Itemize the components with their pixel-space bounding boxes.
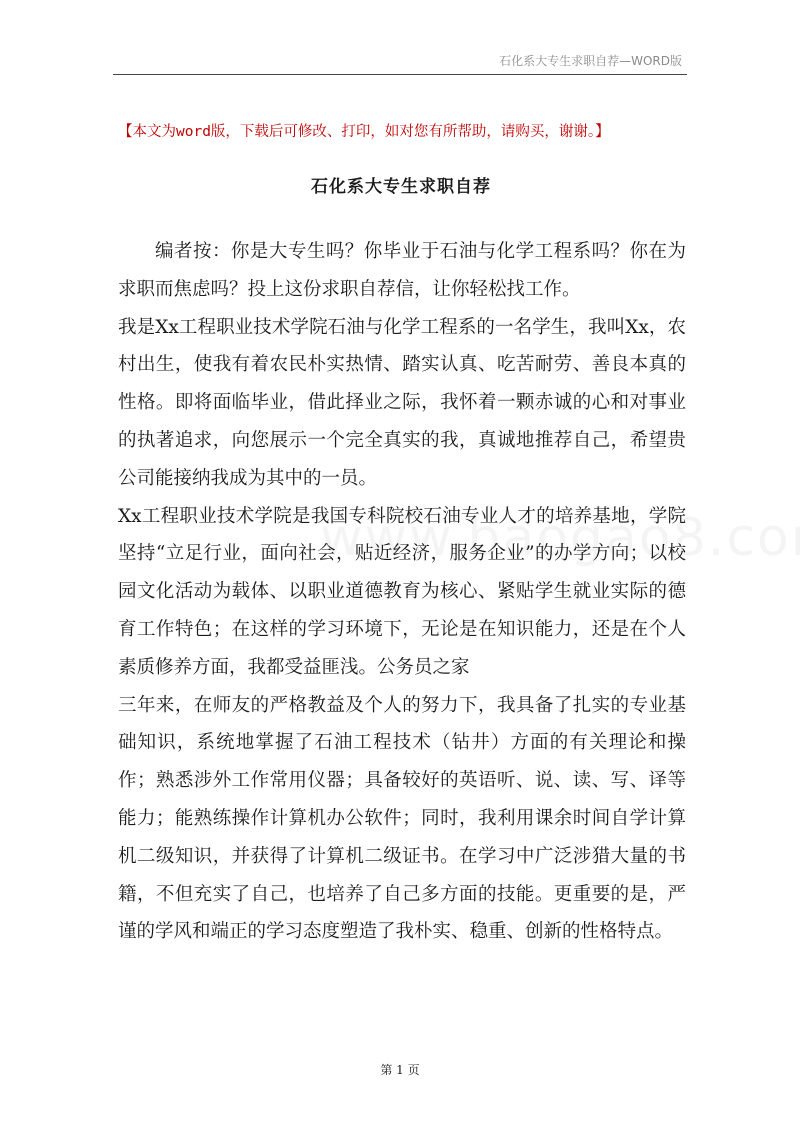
running-header: 石化系大专生求职自荐—WORD版 <box>499 54 682 68</box>
editor-note-paragraph: 编者按：你是大专生吗？你毕业于石油与化学工程系吗？你在为求职而焦虑吗？投上这份求职自荐信，让你轻松找工作。 <box>118 241 686 300</box>
body-paragraph: Xx工程职业技术学院是我国专科院校石油专业人才的培养基地，学院坚持“立足行业，面向社会，贴近经济，服务企业”的办学方向；以校园文化活动为载体、以职业道德教育为核心、紧贴学生就业实际的德育工作特色；在这样的学习环境下，无论是在知识能力，还是在个人素质修养方面，我都受益匪浅。公务员之家 <box>118 505 686 678</box>
document-body <box>118 233 686 951</box>
document-title: 石化系大专生求职自荐 <box>311 177 491 197</box>
purchase-notice: 【本文为word版，下载后可修改、打印，如对您有所帮助，请购买，谢谢。】 <box>118 124 610 140</box>
header-divider <box>113 74 687 75</box>
page-number: 第 1 页 <box>380 1063 420 1077</box>
body-paragraph: 三年来，在师友的严格教益及个人的努力下，我具备了扎实的专业基础知识，系统地掌握了石油工程技术（钻井）方面的有关理论和操作；熟悉涉外工作常用仪器；具备较好的英语听、说、读、写、译等能力；能熟练操作计算机办公软件；同时，我利用课余时间自学计算机二级知识，并获得了计算机二级证书。在学习中广泛涉猎大量的书籍，不但充实了自己，也培养了自己多方面的技能。更重要的是，严谨的学风和端正的学习态度塑造了我朴实、稳重、创新的性格特点。 <box>118 694 686 943</box>
body-paragraph: 我是Xx工程职业技术学院石油与化学工程系的一名学生，我叫Xx，农村出生，使我有着农民朴实热情、踏实认真、吃苦耐劳、善良本真的性格。即将面临毕业，借此择业之际，我怀着一颗赤诚的心和对事业的执著追求，向您展示一个完全真实的我，真诚地推荐自己，希望贵公司能接纳我成为其中的一员。 <box>118 316 686 489</box>
